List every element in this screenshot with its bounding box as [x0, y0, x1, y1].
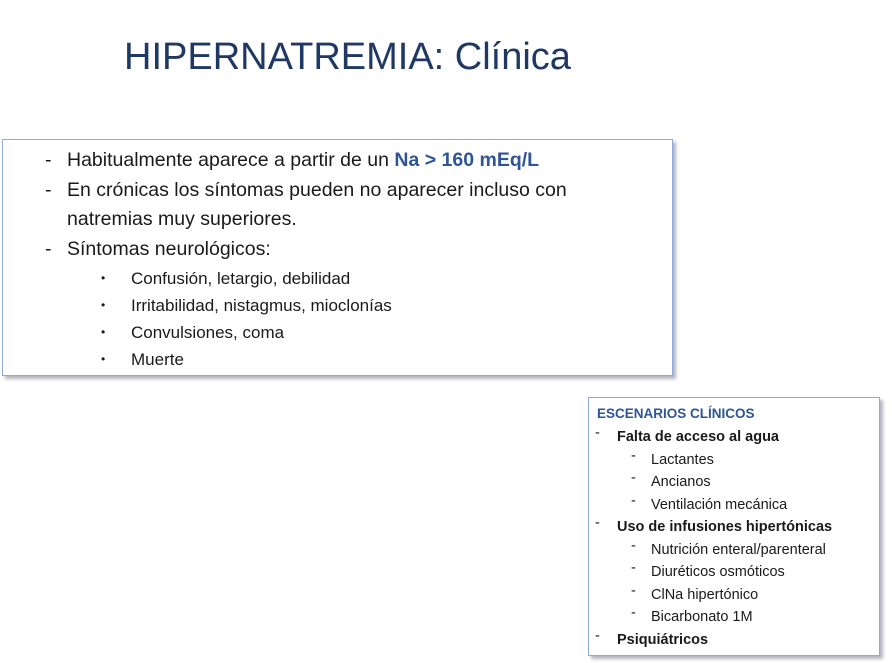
sub-item-text: Convulsiones, coma: [131, 323, 285, 342]
sub-item-text: Irritabilidad, nistagmus, mioclonías: [131, 296, 392, 315]
clinical-scenarios-box: [588, 397, 880, 656]
dash-marker: -: [595, 515, 600, 531]
scenario-group-label: Uso de infusiones hipertónicas: [617, 519, 833, 535]
sub-item-text: Muerte: [131, 350, 184, 369]
item-text: Habitualmente aparece a partir de un: [67, 149, 395, 171]
dash-marker: -: [45, 149, 52, 171]
dash-marker: -: [595, 425, 600, 441]
scenario-group-label: Falta de acceso al agua: [617, 429, 779, 445]
scenario-item-text: ClNa hipertónico: [651, 587, 759, 603]
dash-marker: -: [631, 448, 636, 464]
dash-marker: -: [45, 179, 52, 201]
bullet-marker: •: [101, 271, 106, 285]
item-text: Síntomas neurológicos:: [67, 238, 271, 260]
dash-marker: -: [631, 583, 636, 599]
scenario-item-text: Nutrición enteral/parenteral: [651, 542, 826, 558]
dash-marker: -: [595, 628, 600, 644]
item-text: natremias muy superiores.: [67, 208, 297, 230]
scenario-item-text: Bicarbonato 1M: [651, 609, 753, 625]
scenarios-heading: ESCENARIOS CLÍNICOS: [597, 406, 755, 421]
slide-title: HIPERNATREMIA: Clínica: [124, 36, 571, 78]
bullet-marker: •: [101, 298, 106, 312]
bullet-marker: •: [101, 352, 106, 366]
dash-marker: -: [631, 560, 636, 576]
scenario-item-text: Diuréticos osmóticos: [651, 564, 785, 580]
dash-marker: -: [631, 538, 636, 554]
scenario-group-label: Psiquiátricos: [617, 632, 709, 648]
dash-marker: -: [631, 470, 636, 486]
main-content-box: [2, 139, 673, 376]
scenario-item-text: Ventilación mecánica: [651, 497, 788, 513]
dash-marker: -: [631, 605, 636, 621]
sodium-threshold: Na > 160 mEq/L: [394, 149, 540, 171]
item-text: En crónicas los síntomas pueden no aparecer incluso con: [67, 179, 567, 201]
sub-item-text: Confusión, letargio, debilidad: [131, 269, 351, 288]
scenario-item-text: Lactantes: [651, 452, 714, 468]
scenario-item-text: Ancianos: [651, 474, 711, 490]
dash-marker: -: [45, 238, 52, 260]
dash-marker: -: [631, 493, 636, 509]
bullet-marker: •: [101, 325, 106, 339]
